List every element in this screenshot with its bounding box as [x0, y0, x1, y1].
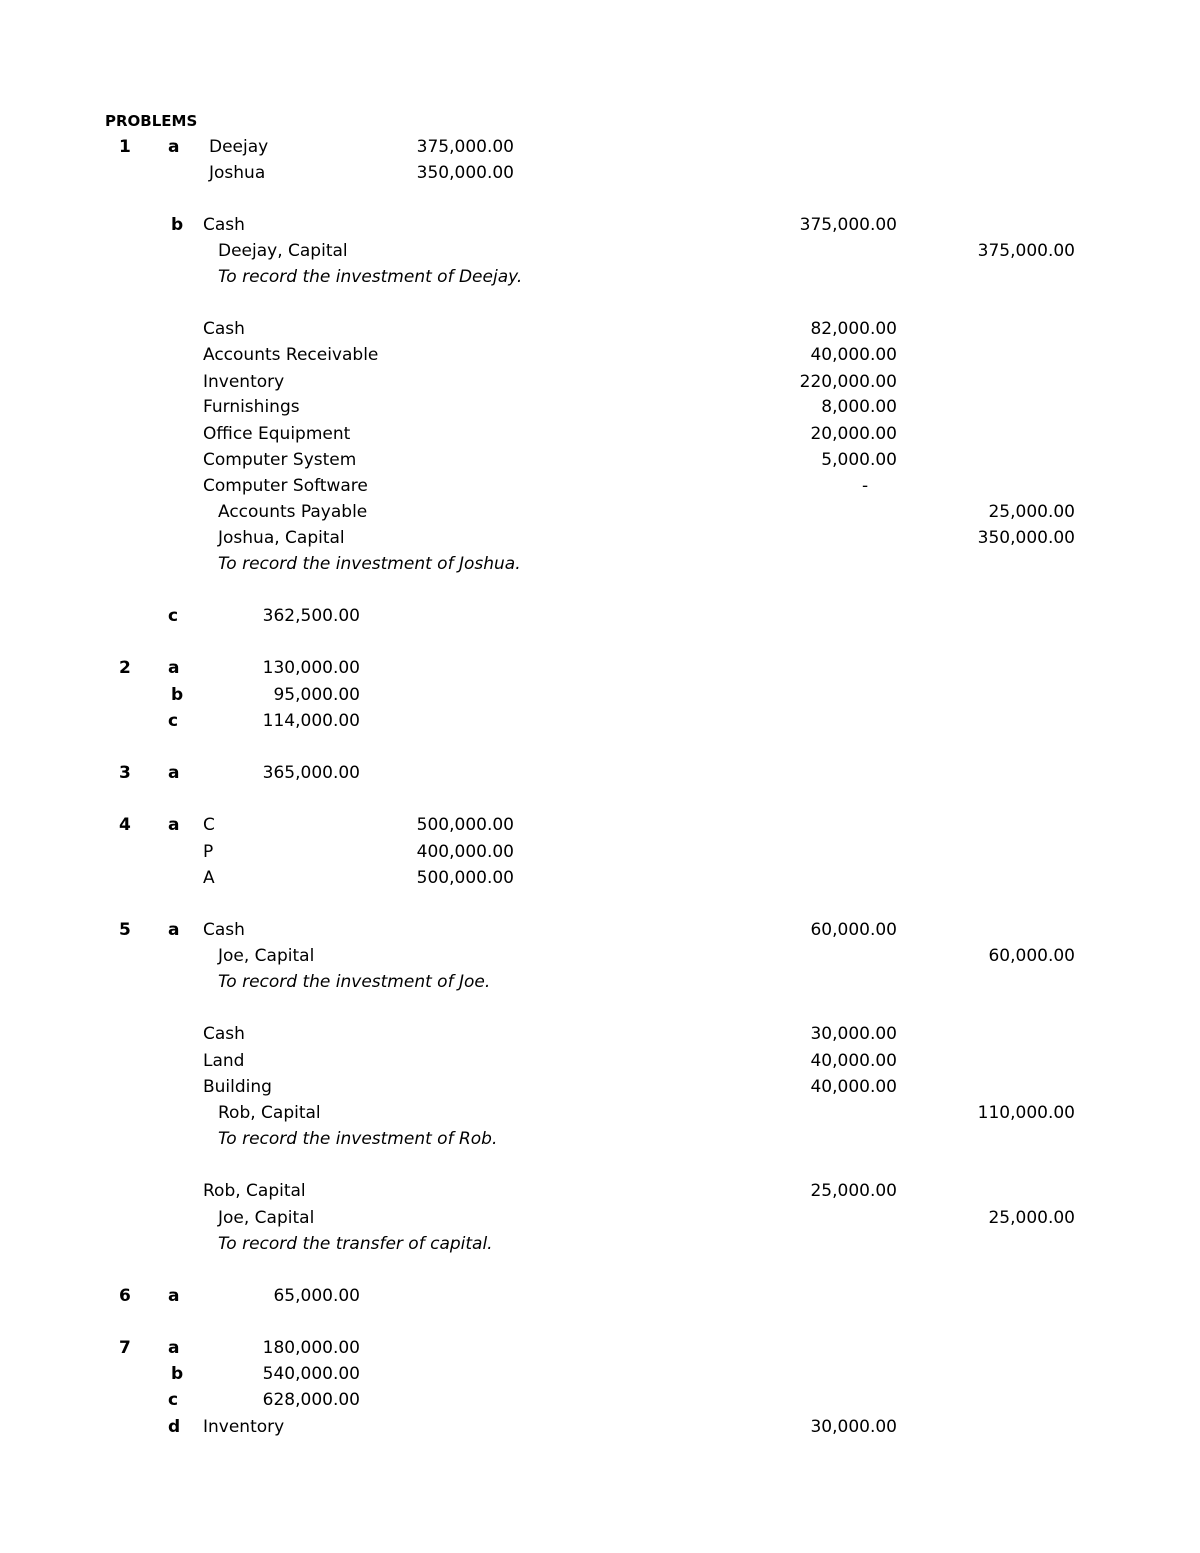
debit-account: Cash	[203, 1024, 245, 1044]
partner-amount: 400,000.00	[416, 842, 514, 862]
problem-number-4: 4	[119, 815, 131, 835]
debit-account: Rob, Capital	[203, 1181, 306, 1201]
problem-part: a	[168, 658, 180, 678]
debit-amount: 220,000.00	[799, 372, 897, 392]
partner-amount: 500,000.00	[416, 868, 514, 888]
partner-name: Deejay	[209, 137, 269, 157]
debit-account: Computer Software	[203, 476, 368, 496]
problem-part: c	[168, 1390, 179, 1410]
entry-memo: To record the investment of Rob.	[218, 1129, 498, 1149]
answer-amount: 362,500.00	[262, 606, 360, 626]
problem-part: a	[168, 920, 180, 940]
debit-amount: 30,000.00	[810, 1417, 897, 1437]
credit-account: Joe, Capital	[218, 1208, 315, 1228]
debit-account: Land	[203, 1051, 245, 1071]
debit-amount: 40,000.00	[810, 1051, 897, 1071]
debit-account: Inventory	[203, 372, 285, 392]
partner-amount: 350,000.00	[416, 163, 514, 183]
debit-amount: 375,000.00	[799, 215, 897, 235]
debit-account: Computer System	[203, 450, 357, 470]
problem-part: a	[168, 763, 180, 783]
credit-amount: 110,000.00	[977, 1103, 1075, 1123]
partner-name: Joshua	[209, 163, 266, 183]
entry-memo: To record the transfer of capital.	[218, 1234, 493, 1254]
debit-account: Furnishings	[203, 397, 300, 417]
partner-initial: P	[203, 842, 214, 862]
partner-initial: A	[203, 868, 215, 888]
problem-part: b	[171, 685, 184, 705]
debit-amount: 30,000.00	[810, 1024, 897, 1044]
problem-1-part-a: a	[168, 137, 180, 157]
problem-part: a	[168, 1286, 180, 1306]
debit-account: Building	[203, 1077, 272, 1097]
problem-part: a	[168, 815, 180, 835]
problem-1-part-c: c	[168, 606, 179, 626]
debit-amount: 5,000.00	[821, 450, 897, 470]
credit-account: Deejay, Capital	[218, 241, 348, 261]
problem-part: b	[171, 1364, 184, 1384]
problem-part: d	[168, 1417, 181, 1437]
debit-account: Cash	[203, 215, 245, 235]
problem-number-3: 3	[119, 763, 131, 783]
answer-amount: 130,000.00	[262, 658, 360, 678]
credit-amount: 25,000.00	[988, 1208, 1075, 1228]
answer-amount: 65,000.00	[273, 1286, 360, 1306]
debit-amount: -	[862, 476, 869, 496]
partner-amount: 500,000.00	[416, 815, 514, 835]
entry-memo: To record the investment of Joe.	[218, 972, 491, 992]
problem-number-6: 6	[119, 1286, 131, 1306]
problem-number-2: 2	[119, 658, 131, 678]
debit-account: Cash	[203, 319, 245, 339]
debit-account: Office Equipment	[203, 424, 351, 444]
partner-initial: C	[203, 815, 215, 835]
debit-account: Accounts Receivable	[203, 345, 379, 365]
problem-part: c	[168, 711, 179, 731]
debit-amount: 20,000.00	[810, 424, 897, 444]
credit-amount: 350,000.00	[977, 528, 1075, 548]
debit-amount: 60,000.00	[810, 920, 897, 940]
credit-account: Joe, Capital	[218, 946, 315, 966]
problem-part: a	[168, 1338, 180, 1358]
credit-account: Rob, Capital	[218, 1103, 321, 1123]
credit-account: Accounts Payable	[218, 502, 368, 522]
answer-amount: 628,000.00	[262, 1390, 360, 1410]
answer-amount: 540,000.00	[262, 1364, 360, 1384]
debit-amount: 40,000.00	[810, 345, 897, 365]
entry-memo: To record the investment of Joshua.	[218, 554, 521, 574]
credit-account: Joshua, Capital	[218, 528, 345, 548]
debit-amount: 40,000.00	[810, 1077, 897, 1097]
answer-amount: 95,000.00	[273, 685, 360, 705]
debit-amount: 25,000.00	[810, 1181, 897, 1201]
credit-amount: 25,000.00	[988, 502, 1075, 522]
problem-number-5: 5	[119, 920, 131, 940]
answer-amount: 114,000.00	[262, 711, 360, 731]
debit-account: Cash	[203, 920, 245, 940]
partner-amount: 375,000.00	[416, 137, 514, 157]
problem-number-7: 7	[119, 1338, 131, 1358]
credit-amount: 60,000.00	[988, 946, 1075, 966]
debit-amount: 8,000.00	[821, 397, 897, 417]
answer-amount: 365,000.00	[262, 763, 360, 783]
problem-number-1: 1	[119, 137, 131, 157]
answer-amount: 180,000.00	[262, 1338, 360, 1358]
debit-account: Inventory	[203, 1417, 285, 1437]
page-title: PROBLEMS	[105, 112, 198, 130]
problem-1-part-b: b	[171, 215, 184, 235]
entry-memo: To record the investment of Deejay.	[218, 267, 523, 287]
credit-amount: 375,000.00	[977, 241, 1075, 261]
debit-amount: 82,000.00	[810, 319, 897, 339]
